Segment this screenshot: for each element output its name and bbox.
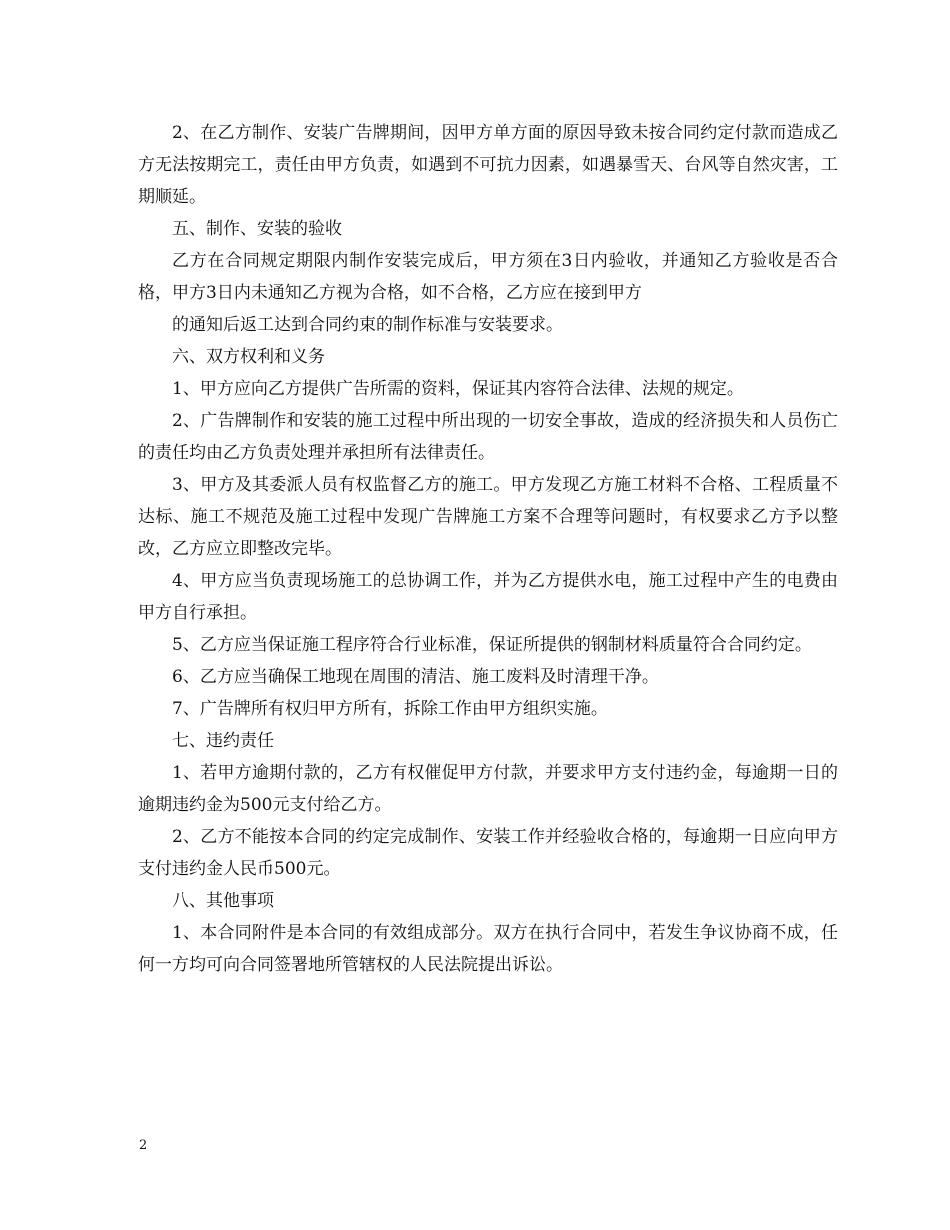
paragraph-construction-delay: 2、在乙方制作、安装广告牌期间，因甲方单方面的原因导致未按合同约定付款而造成乙方无法按期完工，责任由甲方负责，如遇到不可抗力因素，如遇暴雪天、台风等自然灾害，工期顺延。: [138, 123, 838, 207]
section-heading-other-matters: 八、其他事项: [172, 891, 274, 911]
paragraph-acceptance-continued: 的通知后返工达到合同约束的制作标准与安装要求。: [172, 315, 563, 335]
paragraph-rights-2: 2、广告牌制作和安装的施工过程中所出现的一切安全事故，造成的经济损失和人员伤亡的责任均由乙方负责处理并承担所有法律责任。: [138, 411, 838, 463]
page-number: 2: [139, 1138, 148, 1153]
paragraph-breach-2: 2、乙方不能按本合同的约定完成制作、安装工作并经验收合格的，每逾期一日应向甲方支付违约金人民币500元。: [138, 827, 838, 879]
section-heading-breach-liability: 七、违约责任: [172, 731, 274, 751]
paragraph-rights-6: 6、乙方应当确保工地现在周围的清洁、施工废料及时清理干净。: [172, 667, 659, 687]
document-body: [138, 117, 838, 981]
paragraph-rights-5: 5、乙方应当保证施工程序符合行业标准，保证所提供的钢制材料质量符合合同约定。: [172, 635, 812, 655]
paragraph-rights-1: 1、甲方应向乙方提供广告所需的资料，保证其内容符合法律、法规的规定。: [172, 379, 744, 399]
paragraph-breach-1: 1、若甲方逾期付款的，乙方有权催促甲方付款，并要求甲方支付违约金，每逾期一日的逾期违约金为500元支付给乙方。: [138, 763, 838, 815]
paragraph-rights-3: 3、甲方及其委派人员有权监督乙方的施工。甲方发现乙方施工材料不合格、工程质量不达标、施工不规范及施工过程中发现广告牌施工方案不合理等问题时，有权要求乙方予以整改，乙方应立即整改完毕。: [138, 475, 838, 559]
paragraph-rights-4: 4、甲方应当负责现场施工的总协调工作，并为乙方提供水电，施工过程中产生的电费由甲方自行承担。: [138, 571, 838, 623]
section-heading-acceptance: 五、制作、安装的验收: [172, 219, 342, 239]
paragraph-other-1: 1、本合同附件是本合同的有效组成部分。双方在执行合同中，若发生争议协商不成，任何一方均可向合同签署地所管辖权的人民法院提出诉讼。: [138, 923, 838, 975]
paragraph-acceptance-terms: 乙方在合同规定期限内制作安装完成后，甲方须在3日内验收，并通知乙方验收是否合格，甲方3日内未通知乙方视为合格，如不合格，乙方应在接到甲方: [138, 251, 838, 303]
paragraph-rights-7: 7、广告牌所有权归甲方所有，拆除工作由甲方组织实施。: [172, 699, 608, 719]
section-heading-rights-obligations: 六、双方权利和义务: [172, 347, 325, 367]
